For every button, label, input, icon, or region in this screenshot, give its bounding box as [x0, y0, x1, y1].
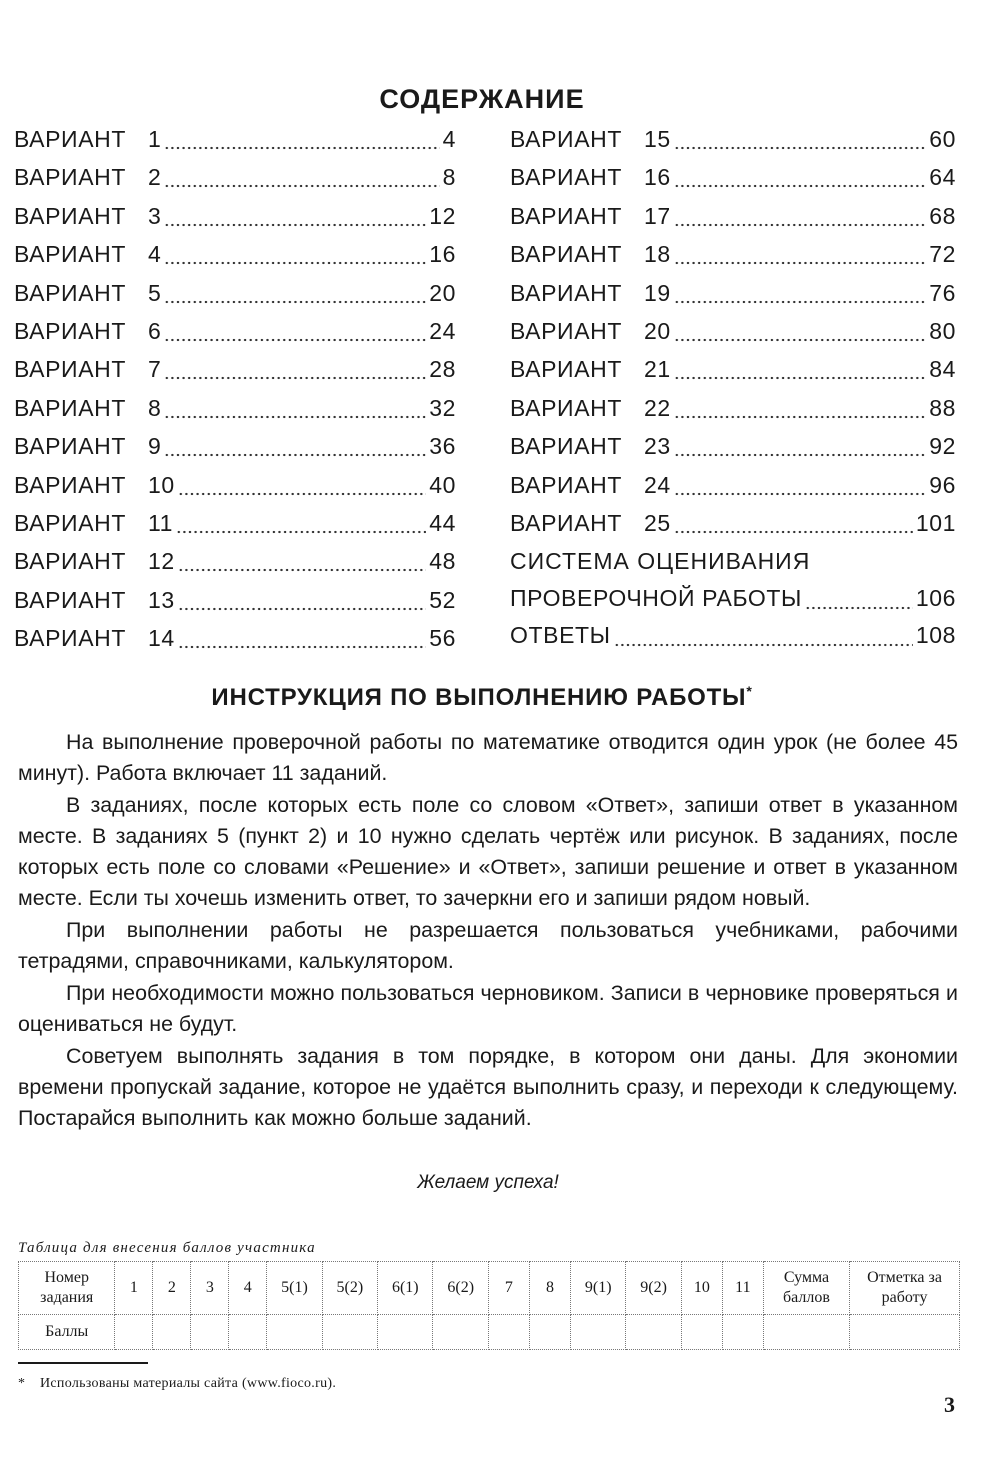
toc-dot-leader	[674, 427, 926, 465]
toc-entry-page: 92	[929, 433, 956, 460]
toc-entry-variant-13	[14, 581, 456, 619]
toc-entry-page: 64	[929, 164, 956, 191]
toc-entry-variant-18	[510, 235, 956, 273]
toc-grading-line1: СИСТЕМА ОЦЕНИВАНИЯ	[510, 548, 811, 575]
toc-right-column	[510, 120, 956, 654]
toc-entry-number: 25	[644, 509, 671, 536]
toc-entry-number: 21	[644, 356, 671, 383]
task-number-cell: 9(2)	[626, 1262, 681, 1315]
toc-dot-leader	[674, 197, 926, 235]
toc-entry-page: 48	[429, 548, 456, 575]
points-input-cell[interactable]	[570, 1315, 625, 1350]
toc-dot-leader	[164, 427, 426, 465]
toc-entry-number: 19	[644, 279, 671, 306]
page-number: 3	[944, 1392, 955, 1417]
task-number-cell: 5(1)	[267, 1262, 322, 1315]
points-input-cell[interactable]	[322, 1315, 377, 1350]
toc-entry-page: 52	[429, 586, 456, 613]
toc-entry-page: 76	[929, 279, 956, 306]
toc-entry-number: 9	[148, 433, 162, 460]
toc-dot-leader	[164, 120, 439, 158]
toc-entry-variant-6	[14, 312, 456, 350]
toc-entry-answers	[510, 617, 956, 654]
toc-entry-label: ВАРИАНТ	[510, 126, 622, 152]
toc-entry-page: 36	[429, 433, 456, 460]
toc-entry-variant-3	[14, 197, 456, 235]
toc-dot-leader	[178, 619, 426, 657]
instruction-paragraph: В заданиях, после которых есть поле со словом «Ответ», запиши ответ в указанном месте. В заданиях 5 (пункт 2) и 10 нужно сделать чертёж или рисунок. В заданиях, после которых есть поле со словами «Решение» и «Ответ», запиши решение и ответ в указанном месте. Если ты хочешь изменить ответ, то зачеркни его и запиши рядом новый.	[18, 793, 958, 910]
toc-entry-number: 16	[644, 164, 671, 191]
toc-entry-page: 28	[429, 356, 456, 383]
toc-entry-variant-23	[510, 427, 956, 465]
toc-entry-label: ВАРИАНТ	[510, 164, 622, 191]
score-table	[18, 1261, 960, 1350]
toc-entry-label: ВАРИАНТ	[14, 548, 126, 575]
task-number-cell: 7	[488, 1262, 529, 1315]
toc-entry-variant-10	[14, 466, 456, 504]
toc-entry-page: 44	[429, 509, 456, 536]
instruction-paragraph: На выполнение проверочной работы по математике отводится один урок (не более 45 минут). Работа включает 11 заданий.	[18, 730, 958, 785]
toc-entry-number: 4	[148, 241, 162, 268]
instruction-paragraph: При необходимости можно пользоваться черновиком. Записи в черновике проверяться и оцениваться не будут.	[18, 981, 958, 1036]
toc-left-column	[14, 120, 456, 657]
toc-dot-leader	[805, 580, 913, 617]
toc-entry-number: 12	[148, 548, 175, 575]
toc-entry-page: 4	[442, 126, 456, 152]
toc-dot-leader	[164, 235, 426, 273]
toc-entry-number: 22	[644, 394, 671, 421]
toc-entry-label: ВАРИАНТ	[510, 394, 622, 421]
task-number-cell: 9(1)	[570, 1262, 625, 1315]
task-number-cell: 2	[153, 1262, 191, 1315]
toc-entry-page: 68	[929, 202, 956, 229]
toc-entry-variant-14	[14, 619, 456, 657]
toc-entry-label: ВАРИАНТ	[510, 356, 622, 383]
toc-entry-number: 23	[644, 433, 671, 460]
task-number-cell: 3	[191, 1262, 229, 1315]
good-luck-wish: Желаем успеха!	[417, 1172, 559, 1193]
toc-dot-leader	[164, 274, 426, 312]
toc-entry-variant-25	[510, 504, 956, 542]
toc-entry-page: 80	[929, 317, 956, 344]
toc-dot-leader	[164, 312, 426, 350]
toc-dot-leader	[164, 197, 426, 235]
toc-dot-leader	[674, 312, 926, 350]
toc-entry-page: 24	[429, 317, 456, 344]
toc-entry-number: 24	[644, 471, 671, 498]
toc-entry-variant-17	[510, 197, 956, 235]
toc-entry-grading	[510, 580, 956, 617]
task-number-cell: 1	[115, 1262, 153, 1315]
toc-entry-number: 7	[148, 356, 162, 383]
toc-dot-leader	[176, 504, 426, 542]
toc-dot-leader	[674, 389, 926, 427]
toc-entry-page: 16	[429, 241, 456, 268]
points-input-cell[interactable]	[267, 1315, 322, 1350]
contents-title: СОДЕРЖАНИЕ	[379, 84, 585, 114]
task-number-cell: 8	[529, 1262, 570, 1315]
toc-entry-label: ВАРИАНТ	[510, 241, 622, 268]
toc-entry-variant-21	[510, 350, 956, 388]
toc-entry-page: 72	[929, 241, 956, 268]
instruction-paragraph: Советуем выполнять задания в том порядке, в котором они даны. Для экономии времени пропускай задание, которое не удаётся выполнить сразу, и переходи к следующему. Постарайся выполнить как можно больше заданий.	[18, 1044, 958, 1130]
toc-entry-page: 106	[915, 585, 956, 612]
toc-entry-variant-22	[510, 389, 956, 427]
toc-entry-variant-20	[510, 312, 956, 350]
toc-entry-variant-16	[510, 158, 956, 196]
toc-dot-leader	[674, 274, 926, 312]
points-input-cell[interactable]	[626, 1315, 681, 1350]
toc-entry-variant-5	[14, 274, 456, 312]
toc-entry-page: 96	[929, 471, 956, 498]
toc-entry-page: 88	[929, 394, 956, 421]
footnote-star: *	[18, 1376, 26, 1391]
task-number-header: Номер задания	[19, 1262, 115, 1315]
toc-entry-page: 8	[442, 164, 456, 191]
toc-entry-variant-7	[14, 350, 456, 388]
toc-dot-leader	[674, 158, 926, 196]
task-number-cell: 6(1)	[378, 1262, 433, 1315]
toc-entry-label: ВАРИАНТ	[510, 202, 622, 229]
toc-entry-variant-8	[14, 389, 456, 427]
points-input-cell[interactable]	[191, 1315, 229, 1350]
toc-dot-leader	[178, 581, 426, 619]
toc-entry-number: 18	[644, 241, 671, 268]
score-table-points-row	[19, 1315, 960, 1350]
task-number-cell: 5(2)	[322, 1262, 377, 1315]
toc-entry-page: 84	[929, 356, 956, 383]
toc-entry-label: ОТВЕТЫ	[510, 622, 611, 649]
toc-entry-number: 5	[148, 279, 162, 306]
footnote	[18, 1376, 336, 1392]
toc-entry-variant-19	[510, 274, 956, 312]
toc-entry-label: ВАРИАНТ	[510, 471, 622, 498]
toc-entry-variant-24	[510, 466, 956, 504]
instruction-paragraph: При выполнении работы не разрешается пользоваться учебниками, рабочими тетрадями, справочниками, калькулятором.	[18, 918, 958, 973]
points-input-cell[interactable]	[229, 1315, 267, 1350]
toc-dot-leader	[674, 120, 926, 158]
toc-entry-number: 6	[148, 317, 162, 344]
toc-entry-label: ВАРИАНТ	[14, 586, 126, 613]
task-number-cell: 6(2)	[433, 1262, 488, 1315]
toc-entry-label: ВАРИАНТ	[14, 471, 126, 498]
toc-entry-label: ПРОВЕРОЧНОЙ РАБОТЫ	[510, 585, 802, 612]
toc-entry-label: ВАРИАНТ	[14, 509, 126, 536]
points-input-cell[interactable]	[488, 1315, 529, 1350]
toc-entry-variant-2	[14, 158, 456, 196]
toc-entry-label: ВАРИАНТ	[510, 509, 622, 536]
toc-entry-label: ВАРИАНТ	[14, 279, 126, 306]
toc-dot-leader	[674, 235, 926, 273]
toc-entry-number: 2	[148, 164, 162, 191]
points-input-cell[interactable]	[681, 1315, 722, 1350]
toc-entry-variant-1	[14, 120, 456, 158]
sum-input-cell[interactable]	[763, 1315, 849, 1350]
toc-entry-page: 56	[429, 625, 456, 652]
toc-entry-label: ВАРИАНТ	[14, 433, 126, 460]
toc-entry-label: ВАРИАНТ	[14, 356, 126, 383]
toc-dot-leader	[674, 504, 913, 542]
task-number-cell: 10	[681, 1262, 722, 1315]
toc-entry-label: ВАРИАНТ	[510, 433, 622, 460]
toc-entry-number: 17	[644, 202, 671, 229]
toc-entry-page: 40	[429, 471, 456, 498]
footnote-rule	[18, 1362, 148, 1364]
toc-entry-variant-4	[14, 235, 456, 273]
score-table-caption: Таблица для внесения баллов участника	[18, 1240, 316, 1256]
task-number-cell: 4	[229, 1262, 267, 1315]
toc-entry-page: 101	[915, 509, 956, 536]
toc-entry-label: ВАРИАНТ	[14, 625, 126, 652]
points-input-cell[interactable]	[153, 1315, 191, 1350]
points-input-cell[interactable]	[433, 1315, 488, 1350]
toc-entry-page: 20	[429, 279, 456, 306]
sum-header: Сумма баллов	[763, 1262, 849, 1315]
instructions-title	[0, 683, 964, 712]
toc-entry-page: 12	[429, 202, 456, 229]
toc-entry-number: 14	[148, 625, 175, 652]
toc-entry-number: 3	[148, 202, 162, 229]
toc-entry-number: 13	[148, 586, 175, 613]
task-number-cell: 11	[722, 1262, 763, 1315]
toc-entry-page: 32	[429, 394, 456, 421]
toc-entry-variant-11	[14, 504, 456, 542]
toc-entry-number: 8	[148, 394, 162, 421]
score-table-header-row	[19, 1262, 960, 1315]
instructions-title-text: ИНСТРУКЦИЯ ПО ВЫПОЛНЕНИЮ РАБОТЫ	[211, 684, 747, 711]
toc-entry-label: ВАРИАНТ	[14, 202, 126, 229]
toc-entry-number: 20	[644, 317, 671, 344]
toc-entry-variant-12	[14, 542, 456, 580]
toc-entry-label: ВАРИАНТ	[14, 126, 126, 152]
toc-entry-number: 11	[148, 509, 174, 536]
points-input-cell[interactable]	[378, 1315, 433, 1350]
points-input-cell[interactable]	[722, 1315, 763, 1350]
toc-dot-leader	[674, 350, 926, 388]
toc-dot-leader	[178, 466, 426, 504]
toc-dot-leader	[674, 466, 926, 504]
toc-entry-page: 108	[915, 622, 956, 649]
toc-entry-variant-15	[510, 120, 956, 158]
points-input-cell[interactable]	[115, 1315, 153, 1350]
footnote-marker: *	[746, 683, 753, 699]
mark-header: Отметка за работу	[850, 1262, 960, 1315]
toc-entry-number: 10	[148, 471, 175, 498]
toc-entry-number: 15	[644, 126, 671, 152]
points-header: Баллы	[19, 1315, 115, 1350]
instructions-body	[18, 727, 958, 1135]
toc-entry-variant-9	[14, 427, 456, 465]
toc-entry-number: 1	[148, 126, 162, 152]
toc-dot-leader	[178, 542, 426, 580]
toc-entry-page: 60	[929, 126, 956, 152]
toc-entry-label: ВАРИАНТ	[14, 164, 126, 191]
toc-entry-label: ВАРИАНТ	[510, 317, 622, 344]
toc-entry-label: ВАРИАНТ	[510, 279, 622, 306]
toc-dot-leader	[164, 389, 426, 427]
footnote-text: Использованы материалы сайта (www.fioco.ru).	[40, 1376, 337, 1391]
toc-entry-label: ВАРИАНТ	[14, 394, 126, 421]
toc-entry-label: ВАРИАНТ	[14, 241, 126, 268]
points-input-cell[interactable]	[529, 1315, 570, 1350]
mark-input-cell[interactable]	[850, 1315, 960, 1350]
toc-dot-leader	[164, 158, 439, 196]
toc-dot-leader	[614, 617, 913, 654]
toc-entry-label: ВАРИАНТ	[14, 317, 126, 344]
toc-dot-leader	[164, 350, 426, 388]
